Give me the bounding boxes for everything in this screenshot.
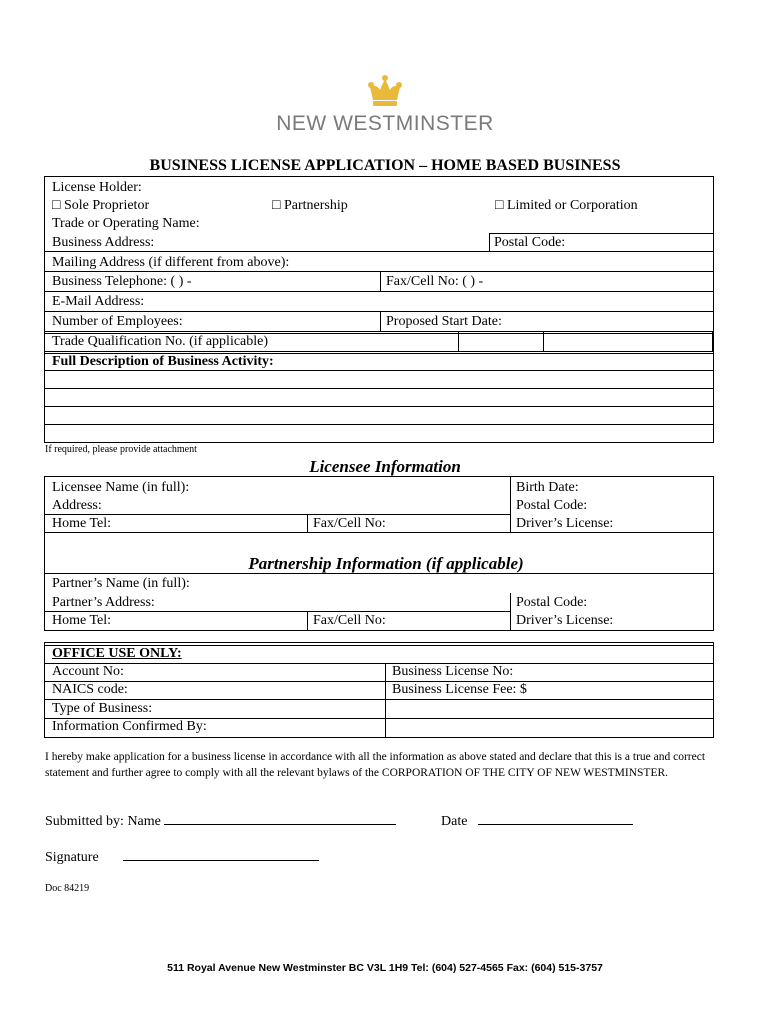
- start-date-field[interactable]: Proposed Start Date:: [386, 314, 502, 329]
- licensee-drivers-license-field[interactable]: Driver’s License:: [516, 516, 614, 531]
- partner-name-field[interactable]: Partner’s Name (in full):: [52, 576, 190, 591]
- birth-date-field[interactable]: Birth Date:: [516, 480, 579, 495]
- partner-address-field[interactable]: Partner’s Address:: [52, 595, 155, 610]
- attachment-note: If required, please provide attachment: [45, 444, 197, 455]
- licensee-fax-cell-field[interactable]: Fax/Cell No:: [313, 516, 386, 531]
- office-use-section: [44, 642, 714, 738]
- licensee-home-tel-field[interactable]: Home Tel:: [52, 516, 112, 531]
- fax-cell-field[interactable]: Fax/Cell No: ( ) -: [386, 274, 484, 289]
- page-title: BUSINESS LICENSE APPLICATION – HOME BASED BUSINESS: [149, 157, 621, 174]
- partner-home-tel-field[interactable]: Home Tel:: [52, 613, 112, 628]
- application-section: [44, 176, 714, 443]
- footer-address: 511 Royal Avenue New Westminster BC V3L 1H9 Tel: (604) 527-4565 Fax: (604) 515-3757: [167, 962, 603, 974]
- declaration-text: I hereby make application for a business license in accordance with all the information as above stated and declare that this is a true and correct statement and further agree to comply with all the relevant bylaws of the CORPORATION OF THE CITY OF NEW WESTMINSTER.: [45, 751, 706, 779]
- licensee-postal-code-field[interactable]: Postal Code:: [516, 498, 588, 513]
- org-name: NEW WESTMINSTER: [276, 112, 494, 135]
- naics-field[interactable]: NAICS code:: [52, 682, 128, 697]
- sole-proprietor-checkbox[interactable]: □ Sole Proprietor: [52, 198, 150, 213]
- partnership-heading: Partnership Information (if applicable): [248, 554, 524, 573]
- license-holder-label: License Holder:: [52, 180, 142, 195]
- account-no-field[interactable]: Account No:: [52, 664, 124, 679]
- partnership-checkbox[interactable]: □ Partnership: [272, 198, 348, 213]
- license-fee-field[interactable]: Business License Fee: $: [392, 682, 527, 697]
- postal-code-field[interactable]: Postal Code:: [494, 235, 566, 250]
- office-use-heading: OFFICE USE ONLY:: [52, 646, 182, 661]
- mailing-address-field[interactable]: Mailing Address (if different from above):: [52, 255, 290, 270]
- partner-drivers-license-field[interactable]: Driver’s License:: [516, 613, 614, 628]
- licensee-name-field[interactable]: Licensee Name (in full):: [52, 480, 190, 495]
- date-field[interactable]: Date: [441, 812, 633, 830]
- description-label: Full Description of Business Activity:: [52, 354, 274, 369]
- confirmed-by-field[interactable]: Information Confirmed By:: [52, 719, 207, 734]
- submitted-by-field[interactable]: Submitted by: Name: [45, 812, 396, 830]
- trade-qualification-field[interactable]: Trade Qualification No. (if applicable): [52, 334, 269, 349]
- employees-field[interactable]: Number of Employees:: [52, 314, 183, 329]
- licensee-address-field[interactable]: Address:: [52, 498, 102, 513]
- doc-number: Doc 84219: [45, 883, 90, 894]
- email-field[interactable]: E-Mail Address:: [52, 294, 145, 309]
- partner-fax-cell-field[interactable]: Fax/Cell No:: [313, 613, 386, 628]
- business-telephone-field[interactable]: Business Telephone: ( ) -: [52, 274, 192, 289]
- partner-postal-code-field[interactable]: Postal Code:: [516, 595, 588, 610]
- license-no-field[interactable]: Business License No:: [392, 664, 514, 679]
- licensee-section: [44, 476, 714, 533]
- licensee-heading: Licensee Information: [309, 457, 461, 476]
- logo: [0, 74, 770, 108]
- partnership-section: [44, 532, 714, 631]
- signature-field[interactable]: Signature: [45, 848, 319, 866]
- crown-icon: [367, 74, 403, 108]
- business-address-field[interactable]: Business Address:: [52, 235, 155, 250]
- trade-name-field[interactable]: Trade or Operating Name:: [52, 216, 200, 231]
- limited-corporation-checkbox[interactable]: □ Limited or Corporation: [495, 198, 638, 213]
- business-type-field[interactable]: Type of Business:: [52, 701, 153, 716]
